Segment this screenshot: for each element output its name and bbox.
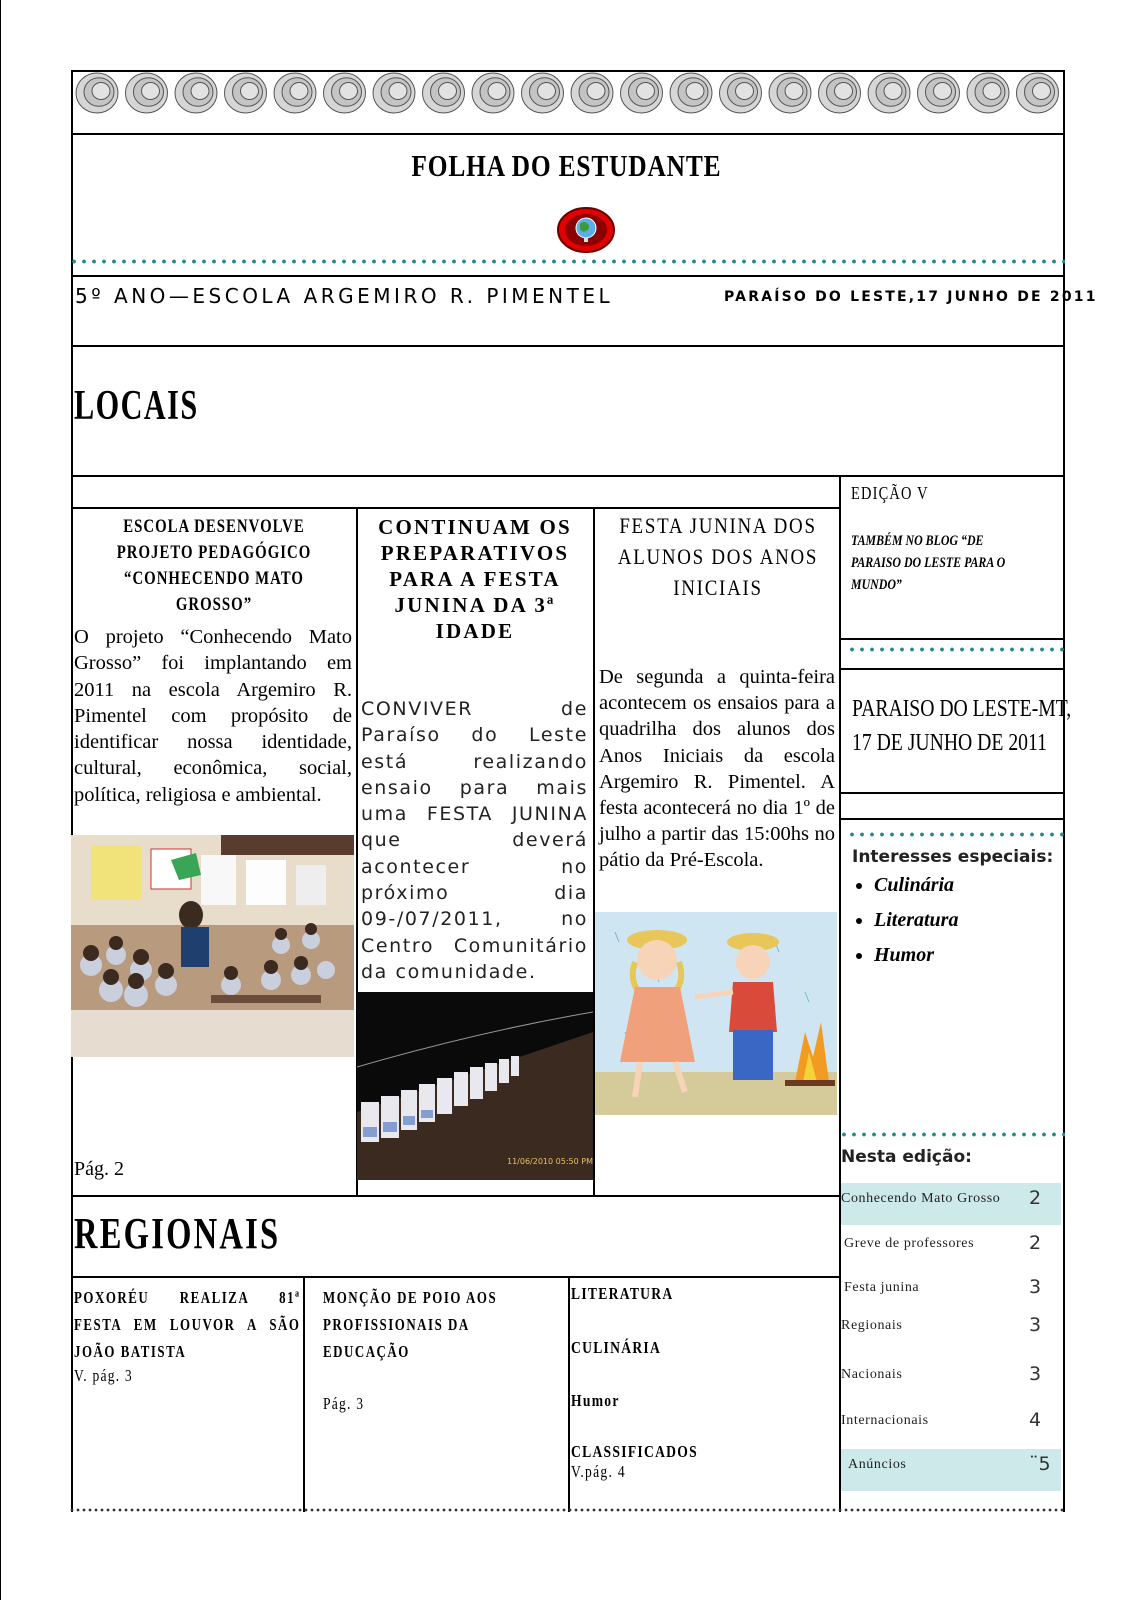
toc-row[interactable] [841,1183,1061,1225]
spiral-ornament [488,82,506,99]
spiral-ornament [934,82,952,99]
spiral-ornament [1033,82,1051,99]
photo-timestamp: 11/06/2010 05:50 PM [507,1157,593,1166]
toc-label: Regionais [841,1318,903,1333]
toc-row[interactable] [841,1449,1061,1491]
toc-page: 3 [1029,1363,1042,1385]
spiral-ornament [983,82,1001,99]
dotted-divider [69,259,1065,264]
interest-item: • Humor [874,944,958,967]
dotted-divider [839,1132,1065,1137]
spiral-ornament [290,82,308,99]
article-1 [75,514,353,618]
toc-label: Nacionais [841,1367,903,1382]
spiral-ornament [785,82,803,99]
article-3-body: De segunda a quinta-feira acontecem os ensaios para a quadrilha dos alunos dos Anos Iniciais da escola Argemiro R. Pimentel. A festa acontecerá no dia 1º de julho a partir das 15:00hs no pátio da Pré-Escola. [599,666,835,872]
article-1-title: ESCOLA DESENVOLVE PROJETO PEDAGÓGICO “CONHECENDO MATO GROSSO” [116,516,312,615]
spiral-ornament [884,82,902,99]
regional-item: LITERATURA [571,1284,674,1303]
interest-item: • Literatura [874,909,958,932]
article-1-body: O projeto “Conhecendo Mato Grosso” foi implantando em 2011 na escola Argemiro R. Pimentel com propósito de identificar nossa identidade, cultural, econômica, social, política, religiosa e ambiental. [74,626,352,806]
toc-row[interactable] [841,1310,1061,1352]
edition-label: EDIÇÃO V [851,483,929,503]
article-1-page: Pág. 2 [74,1158,124,1180]
spiral-ornament [142,82,160,99]
dotted-divider [847,647,1065,652]
globe-icon [556,206,616,256]
article-2-body: CONVIVER de Paraíso do Leste está realizando ensaio para mais uma FESTA JUNINA que deverá acontecer no próximo dia 09-/07/2011, no Centro Comunitário da comunidade. [361,698,588,983]
regional-items [571,1284,698,1482]
spiral-ornament [686,82,704,99]
interests-title: Interesses especiais: [852,847,1054,867]
bottom-border [69,1508,1065,1512]
regional-2-title: MONÇÃO DE POIO AOS PROFISSIONAIS DA EDUCAÇÃO [323,1288,498,1361]
section-regionais: REGIONAIS [74,1209,281,1258]
toc-label: Conhecendo Mato Grosso [841,1191,1001,1206]
section-locais: LOCAIS [74,383,199,429]
regional-item: Humor [571,1391,620,1410]
regional-items-page: V.pág. 4 [571,1462,626,1481]
toc-label: Anúncios [848,1457,907,1472]
spiral-ornament [736,82,754,99]
spiral-ornament [241,82,259,99]
spiral-ornament [637,82,655,99]
spiral-ornament [538,82,556,99]
toc-label: Festa junina [844,1280,920,1295]
classroom-photo [71,835,354,1057]
regional-2-page: Pág. 3 [323,1394,365,1413]
toc-page: 2 [1029,1232,1042,1254]
dateline: PARAÍSO DO LESTE,17 JUNHO DE 2011 [724,289,1098,305]
spiral-border [71,70,1065,116]
sidebar-dateline [852,692,1071,760]
toc-page: 4 [1029,1409,1042,1431]
toc-label: Internacionais [841,1413,929,1428]
regional-item: CLASSIFICADOS [571,1442,698,1461]
sidebar-place: PARAISO DO LESTE-MT, [852,696,1072,722]
sidebar-date: 17 DE JUNHO DE 2011 [852,730,1047,756]
regional-1-title: POXORÉU REALIZA 81ª FESTA EM LOUVOR A SÃO JOÃO BATISTA [74,1288,301,1361]
article-3-title: FESTA JUNINA DOS ALUNOS DOS ANOS INICIAIS [617,513,819,600]
interests-list [852,874,958,979]
spiral-ornament [389,82,407,99]
spiral-ornament [587,82,605,99]
newspaper-title: FOLHA DO ESTUDANTE [411,148,722,183]
toc-row[interactable] [841,1359,1061,1401]
toc-page: 2 [1029,1187,1042,1209]
school-line: 5º ANO—ESCOLA ARGEMIRO R. PIMENTEL [75,284,614,308]
spiral-ornament [340,82,358,99]
interest-item: • Culinária [874,874,958,897]
toc-label: Greve de professores [844,1236,975,1251]
blog-note: TAMBÉM NO BLOG “DE PARAISO DO LESTE PARA O MUNDO” [851,533,1006,593]
dotted-divider [847,832,1065,837]
regional-item: CULINÁRIA [571,1338,662,1357]
toc-page: 3 [1029,1314,1042,1336]
toc-title: Nesta edição: [841,1147,972,1167]
spiral-ornament [92,82,110,99]
festa-junina-drawing [595,912,837,1115]
spiral-ornament [439,82,457,99]
toc-page: 3 [1029,1276,1042,1298]
toc-row[interactable] [841,1272,1061,1314]
spiral-ornament [835,82,853,99]
toc-row[interactable] [841,1228,1061,1270]
spiral-ornament [191,82,209,99]
toc-row[interactable] [841,1405,1061,1447]
toc-page: ¨5 [1029,1453,1051,1475]
article-2-title: CONTINUAM OS PREPARATIVOS PARA A FESTA JUNINA DA 3ª IDADE [378,515,572,643]
festa-decorations-photo [357,992,593,1180]
regional-1-page: V. pág. 3 [74,1366,133,1385]
